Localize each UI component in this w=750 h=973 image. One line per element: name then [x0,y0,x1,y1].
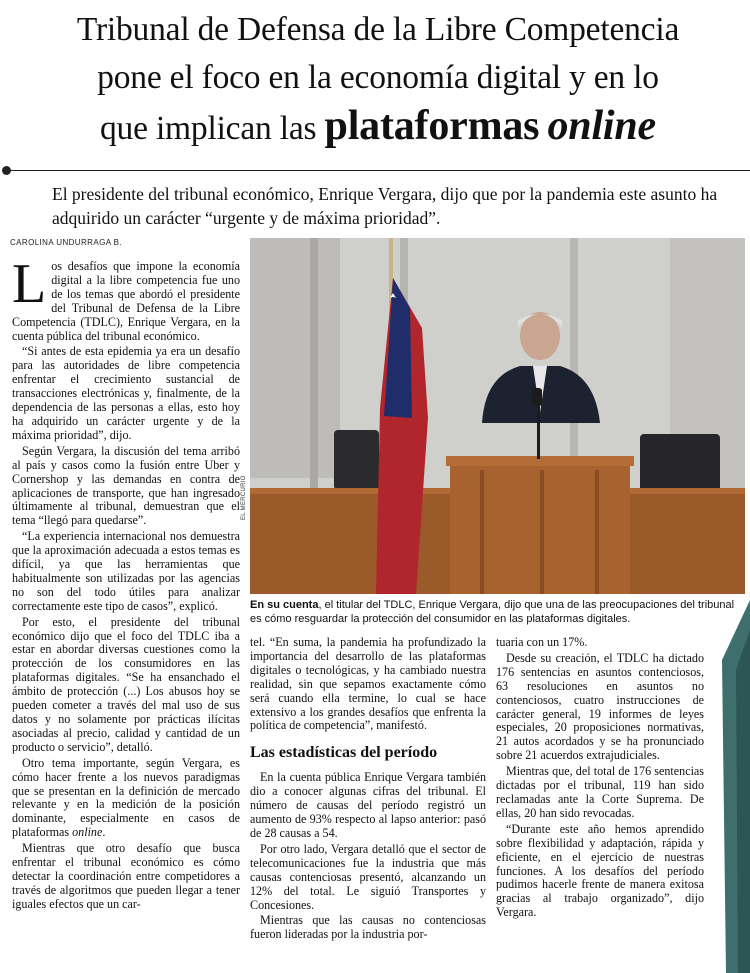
photo-credit: EL MERCURIO [241,475,247,520]
article-paragraph: tel. “En suma, la pandemia ha profundizado la importancia del desarrollo de las plataformas digitales o tecnológicas, y ha cambiado nuestra realidad, sin que sepamos exactamente cómo será cuando ella termine, lo cual se hace extensivo a los grandes desafíos que enfrenta la política de competencia”, manifestó. [250,635,486,733]
article-paragraph [12,757,240,840]
paragraph-text: . [102,825,106,840]
article-paragraph: En la cuenta pública Enrique Vergara también dio a conocer algunas cifras del tribunal. El número de causas del período registró un aumento de 93% respecto al lapso anterior: pasó de 28 causas a 54. [250,770,486,840]
article-paragraph: “Si antes de esta epidemia ya era un desafío para las autoridades de libre competencia enfrentar el crecimiento sustancial de transacciones electrónicas y, finalmente, de la dependencia de las personas a ellas, esto hoy ha adquirido un carácter urgente y de la máxima prioridad”, dijo. [12,344,240,442]
headline-emphasis-italic: online [547,103,656,149]
article-paragraph [12,253,240,343]
side-graphic-shape [712,600,750,973]
headline-line-3 [8,102,748,153]
headline-line-2: pone el foco en la economía digital y en lo [97,59,659,96]
article-paragraph: “Durante este año hemos aprendido sobre flexibilidad y adaptación, rápida y eficiente, en el ejercicio de nuestras funciones. A los desafíos del período pudimos hacerle frente de manera exitosa gracias al trabajo organizado”, dijo Vergara. [496,821,704,920]
caption-text: , el titular del TDLC, Enrique Vergara, dijo que una de las preocupaciones del tribunal es cómo resguardar la protección del consumidor en las plataformas digitales. [250,599,735,625]
headline-line-1: Tribunal de Defensa de la Libre Competencia [76,11,680,48]
byline: CAROLINA UNDURRAGA B. [10,238,122,247]
article-column-1 [12,253,240,914]
headline-emphasis: plataformas [324,103,540,149]
paragraph-text: Otro tema importante, según Vergara, es cómo hacer frente a los nuevos paradigmas que se presentan en la definición de mercado relevante y en la medición de la posición dominante, especialmente en casos de plataformas [12,755,240,840]
article-photo [250,238,745,594]
caption-lead: En su cuenta [250,599,319,611]
subheadline: El presidente del tribunal económico, Enrique Vergara, dijo que por la pandemia este asunto ha adquirido un carácter “urgente y de máxima prioridad”. [52,184,718,228]
article-paragraph: tuaria con un 17%. [496,635,588,649]
article-paragraph: Mientras que las causas no contenciosas fueron lideradas por la industria por- [250,913,486,942]
paragraph-text: os desafíos que impone la economía digital a la libre competencia fue uno de los temas que abordó el presidente del Tribunal de Defensa de la Libre Competencia (TDLC), Enrique Vergara, en la cuenta pública del tribunal económico. [12,259,240,343]
article-paragraph: Mientras que otro desafío que busca enfrentar el tribunal económico es cómo detectar la coordinación entre competidores a través de algoritmos que pueden llegar a tener iguales efectos que un car- [12,841,240,911]
photo-caption [250,598,745,626]
article-column-3 [496,636,704,922]
section-heading: Las estadísticas del período [250,744,438,762]
speaker-podium-illustration [250,238,745,594]
article-paragraph: Desde su creación, el TDLC ha dictado 176 sentencias en asuntos contenciosos, 63 resoluciones en asuntos no contenciosos, cuatro instrucciones de carácter general, 19 informes de leyes especiales, 20 proposiciones normativas, 21 autos acordados y se ha pronunciado sobre 21 acuerdos extrajudiciales. [496,650,704,763]
article-paragraph: Por otro lado, Vergara detalló que el sector de telecomunicaciones fue la industria que más causas contenciosas presentó, alcanzando un 12% del total. Le siguió Transportes y Concesiones. [250,841,486,912]
article-column-2 [250,636,486,944]
article-paragraph: Según Vergara, la discusión del tema arribó al país y casos como la fusión entre Uber y Cornershop y las demandas en contra de aplicaciones de transporte, que han ingresado últimamente al tribunal, demuestran que el tema “llegó para quedarse”. [12,443,240,528]
headline [8,6,748,153]
headline-line-3-start: que implican las [100,110,325,147]
decorative-side-graphic [712,600,750,973]
article-paragraph: Mientras que, del total de 176 sentencias dictadas por el tribunal, 119 han sido reclamadas ante la Corte Suprema. De ellas, 20 han sido revocadas. [496,764,704,820]
headline-rule [6,170,750,171]
article-paragraph: Por esto, el presidente del tribunal económico dijo que el foco del TDLC iba a estar en abordar diversas cuestiones como la protección de los consumidores en las plataformas digitales. “Se ha ensanchado el ámbito de protección (...) Los abusos hoy se pueden cometer a través del mal uso de sus datos y no solamente por prácticas ilícitas asociadas al precio, calidad y cantidad de un producto o servicio”, detalló. [12,614,240,754]
paragraph-italic: online [72,825,103,840]
article-paragraph: “La experiencia internacional nos demuestra que la aproximación adecuada a estos temas es difícil, ya que las herramientas que habitualmente son utilizadas por las agencias no son del todo útiles para analizar correctamente este tipo de casos”, explicó. [12,529,240,613]
drop-cap: L [12,253,47,315]
